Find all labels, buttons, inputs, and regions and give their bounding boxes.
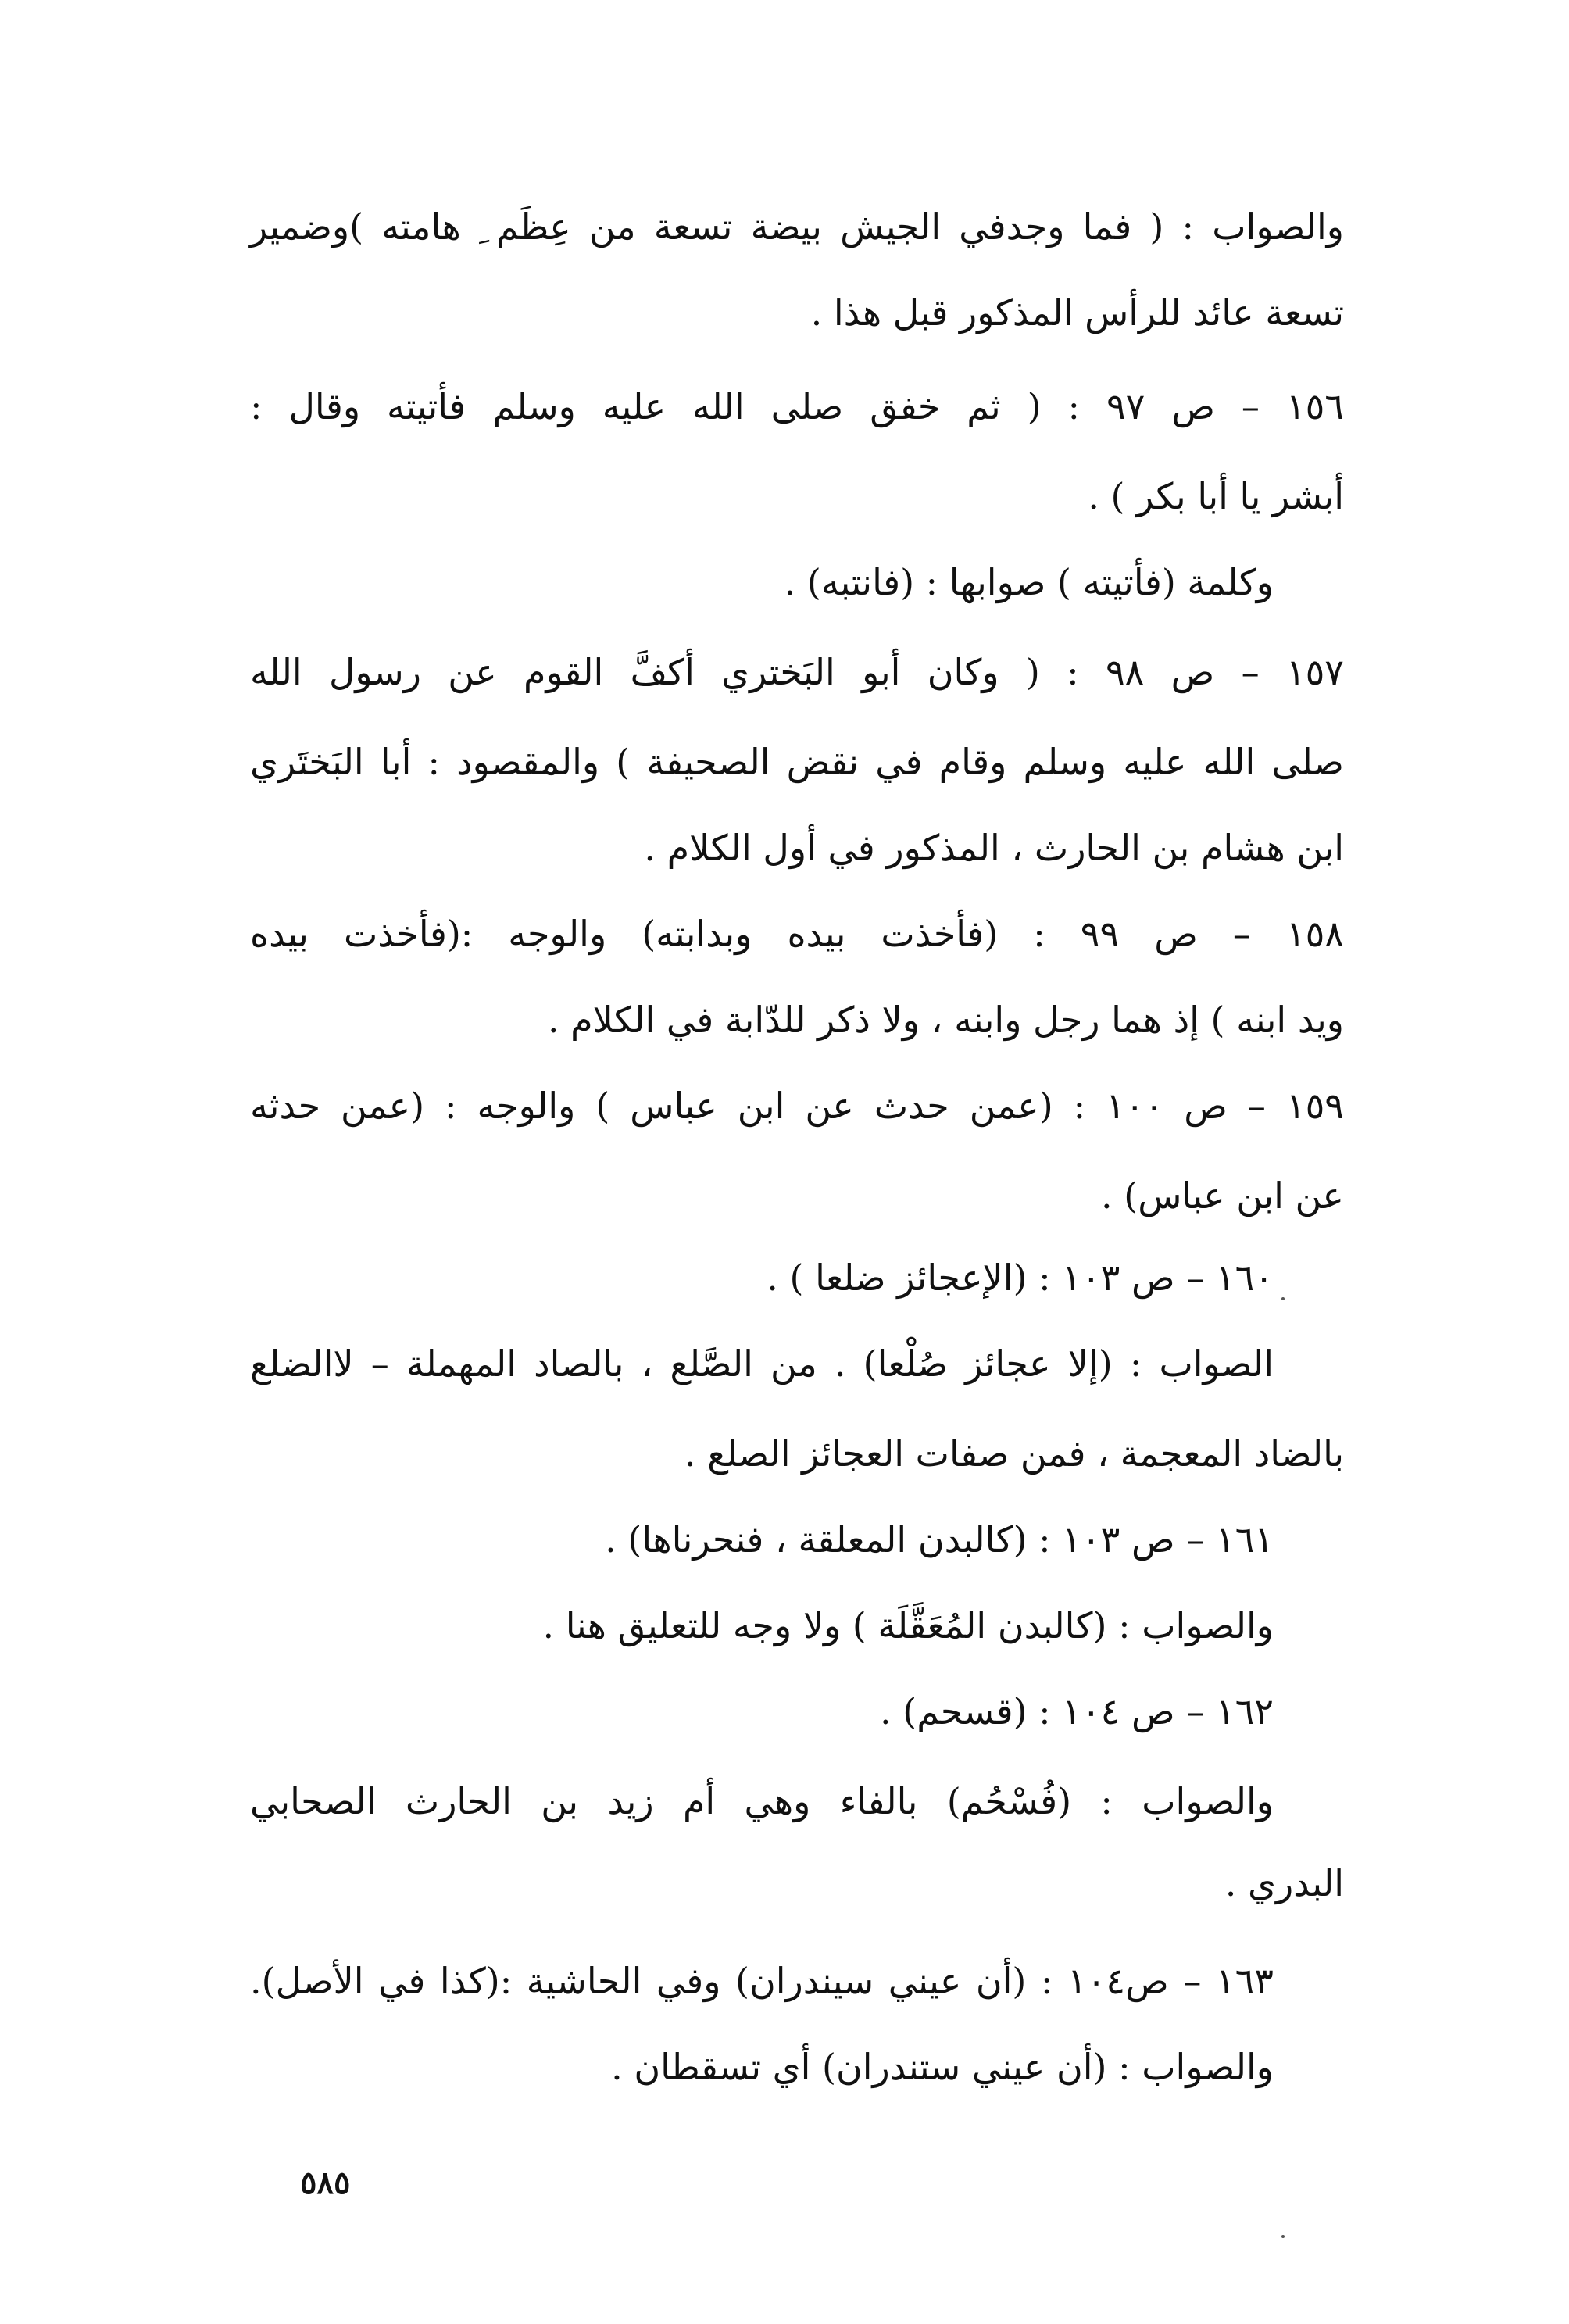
text-line: ١٥٧ – ص ٩٨ : ( وكان أبو البَختري أكفَّ القوم عن رسول الله xyxy=(250,651,1344,693)
text-line: تسعة عائد للرأس المذكور قبل هذا . xyxy=(810,291,1344,334)
text-line: بالضاد المعجمة ، فمن صفات العجائز الصلع . xyxy=(684,1432,1344,1475)
text-line: ابن هشام بن الحارث ، المذكور في أول الكلام . xyxy=(644,827,1344,869)
text-line: والصواب : (كالبدن المُعَقَّلَة ) ولا وجه للتعليق هنا . xyxy=(542,1604,1274,1646)
text-line: البدري . xyxy=(1224,1862,1344,1904)
text-line: والصواب : (فُسْحُم) بالفاء وهي أم زيد بن الحارث الصحابي xyxy=(250,1780,1274,1822)
scan-speck xyxy=(1281,1297,1285,1300)
text-line: ١٦٣ – ص١٠٤ : (أن عيني سيندران) وفي الحاشية :(كذا في الأصل). xyxy=(250,1960,1274,2002)
text-line: والصواب : (أن عيني ستندران) أي تسقطان . xyxy=(611,2046,1274,2088)
text-line: ١٦٠ – ص ١٠٣ : (الإعجائز ضلعا ) . xyxy=(767,1257,1274,1299)
text-line: ١٦١ – ص ١٠٣ : (كالبدن المعلقة ، فنحرناها) . xyxy=(605,1518,1274,1561)
text-line: ١٥٦ – ص ٩٧ : ( ثم خفق صلى الله عليه وسلم فأتيته وقال : xyxy=(250,385,1344,427)
text-line: ١٦٢ – ص ١٠٤ : (قسحم) . xyxy=(880,1690,1274,1732)
page-number: ٥٨٥ xyxy=(300,2165,351,2201)
text-line: والصواب : ( فما وجدفي الجيش بيضة تسعة من عِظَم ِ هامته )وضمير xyxy=(250,206,1344,248)
text-line: ١٥٨ – ص ٩٩ : (فأخذت بيده وبدابته) والوجه :(فأخذت بيده xyxy=(250,913,1344,955)
text-line: وكلمة (فأتيته ) صوابها : (فانتبه) . xyxy=(784,561,1274,603)
text-line: ويد ابنه ) إذ هما رجل وابنه ، ولا ذكر للدّابة في الكلام . xyxy=(547,999,1344,1041)
text-line: عن ابن عباس) . xyxy=(1101,1175,1344,1217)
text-line: أبشر يا أبا بكر ) . xyxy=(1088,475,1344,517)
scan-speck xyxy=(1281,2235,1285,2238)
text-line: الصواب : (إلا عجائز صُلْعا) . من الصَّلع ، بالصاد المهملة – لاالضلع xyxy=(250,1343,1274,1385)
text-line: ١٥٩ – ص ١٠٠ : (عمن حدث عن ابن عباس ) والوجه : (عمن حدثه xyxy=(250,1085,1344,1127)
text-line: صلى الله عليه وسلم وقام في نقض الصحيفة ) والمقصود : أبا البَختَري xyxy=(250,741,1344,783)
